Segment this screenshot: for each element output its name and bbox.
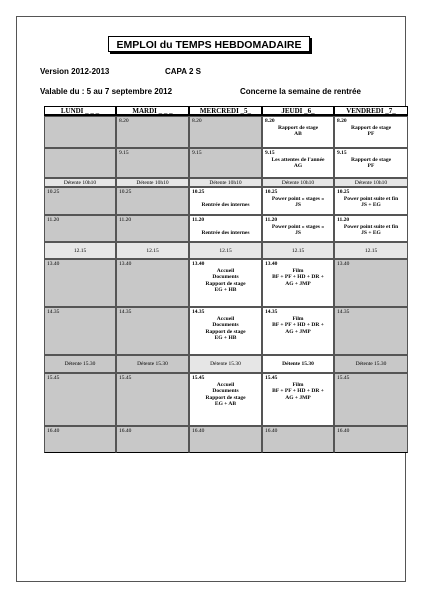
- slot-time: 10.25: [265, 189, 278, 195]
- slot-time: 15.45: [47, 375, 60, 381]
- day-header-friday: VENDREDI _7_: [334, 106, 408, 116]
- slot-thu-1120: [262, 215, 334, 242]
- slot-mon-1340: [44, 259, 116, 307]
- slot-fri-1640: [334, 426, 408, 453]
- slot-activity: Accueil: [216, 267, 235, 274]
- day-header-thursday: JEUDI _6_: [262, 106, 334, 116]
- slot-time: 10.25: [337, 189, 350, 195]
- slot-time: 15.45: [265, 375, 278, 381]
- slot-activity: Power point « stages »: [271, 195, 325, 202]
- slot-activity: Documents: [212, 388, 239, 394]
- slot-time: 14.35: [119, 309, 132, 315]
- slot-activity: Les attentes de l'année: [271, 156, 325, 163]
- slot-time: 10.25: [119, 189, 132, 195]
- slot-tue-1545: [116, 373, 189, 426]
- day-header-wednesday: MERCREDI _5_: [189, 106, 262, 116]
- slot-activity: Rapport de stage: [205, 328, 246, 335]
- slot-teacher: BF + PF + HD + DR +: [272, 322, 324, 328]
- slot-activity: Film: [292, 267, 304, 274]
- slot-activity: Documents: [212, 274, 239, 280]
- slot-time: 8.20: [337, 118, 347, 124]
- slot-time: 14.35: [337, 309, 350, 315]
- break-1530-thu: Détente 15.30: [262, 355, 334, 373]
- slot-time: 10.25: [192, 189, 205, 195]
- slot-fri-1120: [334, 215, 408, 242]
- slot-thu-1435: [262, 307, 334, 355]
- slot-time: 15.45: [337, 375, 350, 381]
- day-header-monday: LUNDI _ _ _: [44, 106, 116, 116]
- slot-mon-1435: [44, 307, 116, 355]
- lunch-thu: 12.15: [262, 242, 334, 259]
- slot-tue-1025: [116, 187, 189, 215]
- version-label: Version 2012-2013: [40, 67, 110, 76]
- slot-activity: Rentrée des internes: [201, 229, 250, 236]
- slot-fri-0820: [334, 116, 408, 148]
- lunch-fri: 12.15: [334, 242, 408, 259]
- slot-activity: Power point suite et fin: [343, 223, 399, 230]
- slot-teacher: AG: [293, 163, 303, 169]
- slot-fri-1545: [334, 373, 408, 426]
- slot-time: 16.40: [119, 428, 132, 434]
- break-1010-mon: Détente 10h10: [44, 178, 116, 187]
- slot-activity: Rapport de stage: [350, 124, 392, 131]
- slot-teacher: JS: [295, 230, 301, 236]
- slot-time: 11.20: [119, 217, 132, 223]
- slot-tue-0915: [116, 148, 189, 178]
- slot-fri-1435: [334, 307, 408, 355]
- slot-time: 13.40: [119, 261, 132, 267]
- slot-teacher: AG + JMP: [285, 394, 311, 401]
- break-1010-wed: Détente 10h10: [189, 178, 262, 187]
- slot-time: 8.20: [265, 118, 275, 124]
- slot-teacher: EG + HB: [214, 287, 237, 293]
- slot-teacher: BF + PF + HD + DR +: [272, 274, 324, 280]
- slot-activity: Film: [292, 315, 304, 322]
- lunch-tue: 12.15: [116, 242, 189, 259]
- slot-activity: Rentrée des internes: [201, 201, 250, 208]
- slot-time: 9.15: [192, 150, 202, 156]
- slot-wed-1640: [189, 426, 262, 453]
- slot-fri-0915: [334, 148, 408, 178]
- slot-teacher: JS + EG: [361, 230, 381, 236]
- slot-time: 16.40: [337, 428, 350, 434]
- slot-teacher: JS + EG: [361, 202, 381, 208]
- slot-time: 15.45: [119, 375, 132, 381]
- slot-time: 16.40: [265, 428, 278, 434]
- break-1530-tue: Détente 15.30: [116, 355, 189, 373]
- slot-mon-0820: [44, 116, 116, 148]
- break-1010-tue: Détente 10h10: [116, 178, 189, 187]
- slot-fri-1340: [334, 259, 408, 307]
- timetable-grid: [44, 106, 408, 453]
- day-header-tuesday: MARDI _ _ _: [116, 106, 189, 116]
- lunch-wed: 12.15: [189, 242, 262, 259]
- slot-thu-0915: [262, 148, 334, 178]
- slot-thu-1340: [262, 259, 334, 307]
- slot-activity: Film: [292, 381, 304, 388]
- slot-wed-1120: [189, 215, 262, 242]
- slot-wed-0820: [189, 116, 262, 148]
- slot-teacher: AG + JMP: [285, 280, 311, 287]
- slot-time: 16.40: [192, 428, 205, 434]
- slot-wed-1025: [189, 187, 262, 215]
- slot-activity: Rapport de stage: [205, 280, 246, 287]
- slot-time: 8.20: [192, 118, 202, 124]
- break-1530-wed: Détente 15.30: [189, 355, 262, 373]
- slot-activity: Documents: [212, 322, 239, 328]
- slot-teacher: EG + AB: [214, 401, 237, 407]
- slot-tue-1120: [116, 215, 189, 242]
- lunch-mon: 12.15: [44, 242, 116, 259]
- slot-time: 13.40: [337, 261, 350, 267]
- slot-time: 14.35: [192, 309, 205, 315]
- slot-time: 13.40: [265, 261, 278, 267]
- slot-time: 10.25: [47, 189, 60, 195]
- slot-wed-1545: [189, 373, 262, 426]
- slot-time: 14.35: [47, 309, 60, 315]
- break-1530-fri: Détente 15.30: [334, 355, 408, 373]
- slot-thu-0820: [262, 116, 334, 148]
- slot-teacher: EG + HB: [214, 335, 237, 341]
- slot-tue-1340: [116, 259, 189, 307]
- slot-time: 16.40: [47, 428, 60, 434]
- slot-mon-1545: [44, 373, 116, 426]
- slot-teacher: AG + JMP: [285, 328, 311, 335]
- page-title: EMPLOI du TEMPS HEBDOMADAIRE: [108, 36, 310, 52]
- validity-label: Valable du : 5 au 7 septembre 2012: [40, 87, 173, 96]
- slot-mon-1025: [44, 187, 116, 215]
- slot-activity: Rapport de stage: [205, 394, 246, 401]
- slot-activity: Accueil: [216, 381, 235, 388]
- slot-fri-1025: [334, 187, 408, 215]
- break-1010-fri: Détente 10h10: [334, 178, 408, 187]
- slot-thu-1025: [262, 187, 334, 215]
- slot-time: 9.15: [265, 150, 275, 156]
- slot-time: 8.20: [119, 118, 129, 124]
- slot-activity: Rapport de stage: [350, 156, 392, 163]
- slot-tue-0820: [116, 116, 189, 148]
- slot-time: 11.20: [265, 217, 278, 223]
- slot-teacher: JS: [295, 202, 301, 208]
- slot-time: 15.45: [192, 375, 205, 381]
- slot-time: 9.15: [337, 150, 347, 156]
- slot-time: 11.20: [47, 217, 60, 223]
- slot-tue-1435: [116, 307, 189, 355]
- slot-teacher: PF: [367, 131, 375, 137]
- slot-teacher: BF + PF + HD + DR +: [272, 388, 324, 394]
- slot-tue-1640: [116, 426, 189, 453]
- concerns-label: Concerne la semaine de rentrée: [240, 87, 361, 96]
- slot-activity: Power point suite et fin: [343, 195, 399, 202]
- slot-thu-1640: [262, 426, 334, 453]
- slot-time: 11.20: [337, 217, 350, 223]
- slot-wed-1435: [189, 307, 262, 355]
- slot-teacher: PF: [367, 163, 375, 169]
- slot-time: 13.40: [47, 261, 60, 267]
- slot-wed-1340: [189, 259, 262, 307]
- slot-mon-1640: [44, 426, 116, 453]
- slot-time: 11.20: [192, 217, 205, 223]
- slot-teacher: AB: [294, 131, 302, 137]
- break-1530-mon: Détente 15.30: [44, 355, 116, 373]
- class-label: CAPA 2 S: [165, 67, 202, 76]
- slot-thu-1545: [262, 373, 334, 426]
- break-1010-thu: Détente 10h10: [262, 178, 334, 187]
- slot-wed-0915: [189, 148, 262, 178]
- slot-time: 14.35: [265, 309, 278, 315]
- slot-mon-0915: [44, 148, 116, 178]
- slot-mon-1120: [44, 215, 116, 242]
- slot-time: 13.40: [192, 261, 205, 267]
- slot-activity: Power point « stages »: [271, 223, 325, 230]
- slot-time: 9.15: [119, 150, 129, 156]
- slot-activity: Rapport de stage: [277, 124, 319, 131]
- slot-activity: Accueil: [216, 315, 235, 322]
